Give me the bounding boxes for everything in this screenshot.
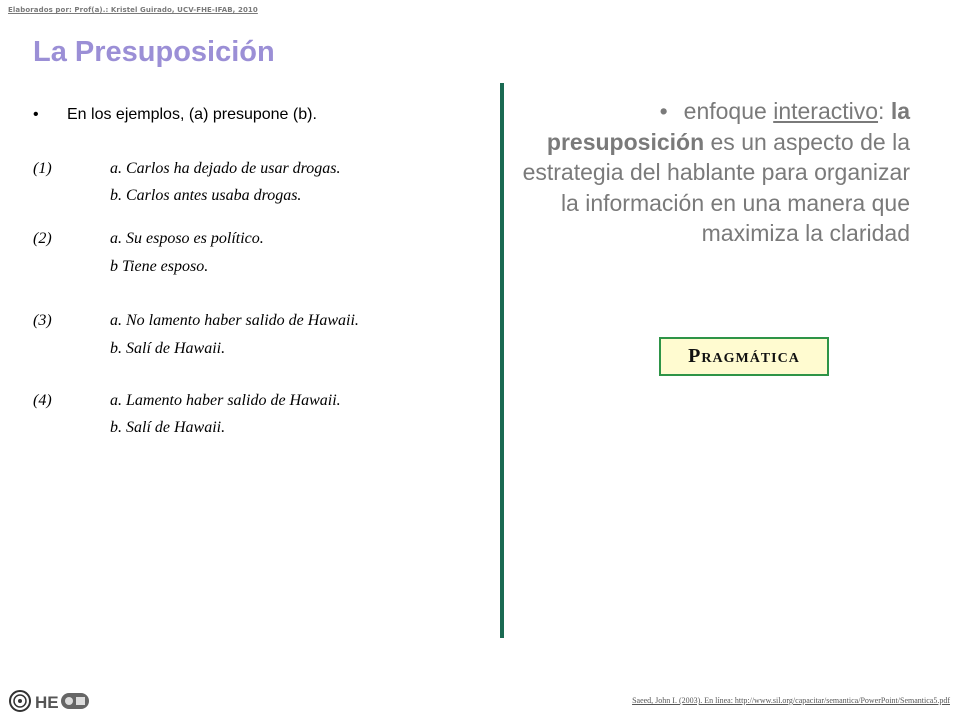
- bullet-dot: •: [33, 106, 39, 123]
- institution-logo: [8, 688, 93, 714]
- example-1-a: a. Carlos ha dejado de usar drogas.: [110, 160, 341, 177]
- example-4-number: (4): [33, 392, 52, 409]
- pragmatica-initial: P: [688, 345, 702, 367]
- slide-title: La Presuposición: [33, 36, 275, 68]
- example-3-b: b. Salí de Hawaii.: [110, 340, 226, 357]
- vertical-divider: [500, 83, 504, 638]
- intro-bullet: [33, 106, 317, 124]
- definition-term: la presuposición: [546, 98, 910, 155]
- example-4-b: b. Salí de Hawaii.: [110, 419, 226, 436]
- example-3-a: a. No lamento haber salido de Hawaii.: [110, 312, 359, 329]
- example-2-b: b Tiene esposo.: [110, 258, 209, 275]
- svg-text:HE: HE: [35, 693, 59, 712]
- example-3-number: (3): [33, 312, 52, 329]
- bullet-dot: •: [659, 98, 668, 124]
- example-2-number: (2): [33, 230, 52, 247]
- example-1-b: b. Carlos antes usaba drogas.: [110, 187, 302, 204]
- definition-body: es un aspecto de la estrategia del hablante para organizar la información en una manera que maximiza la claridad: [522, 128, 910, 246]
- interactive-link[interactable]: interactivo: [773, 98, 879, 124]
- example-2-a: a. Su esposo es político.: [110, 230, 264, 247]
- example-4-a: a. Lamento haber salido de Hawaii.: [110, 392, 341, 409]
- definition-lead: enfoque: [683, 98, 774, 124]
- pragmatica-rest: RAGMÁTICA: [701, 351, 800, 366]
- definition-text: [520, 96, 910, 249]
- pragmatica-label-box: [659, 337, 829, 376]
- author-credit: Elaborados por: Prof(a).: Kristel Guirado, UCV-FHE-IFAB, 2010: [8, 6, 258, 14]
- definition-colon: :: [878, 98, 891, 124]
- example-1-number: (1): [33, 160, 52, 177]
- intro-text: En los ejemplos, (a) presupone (b).: [67, 106, 317, 123]
- footer-reference-link[interactable]: Saeed, John I. (2003). En línea: http://www.sil.org/capacitar/semantica/PowerPoint/Semantica5.pdf: [632, 696, 950, 705]
